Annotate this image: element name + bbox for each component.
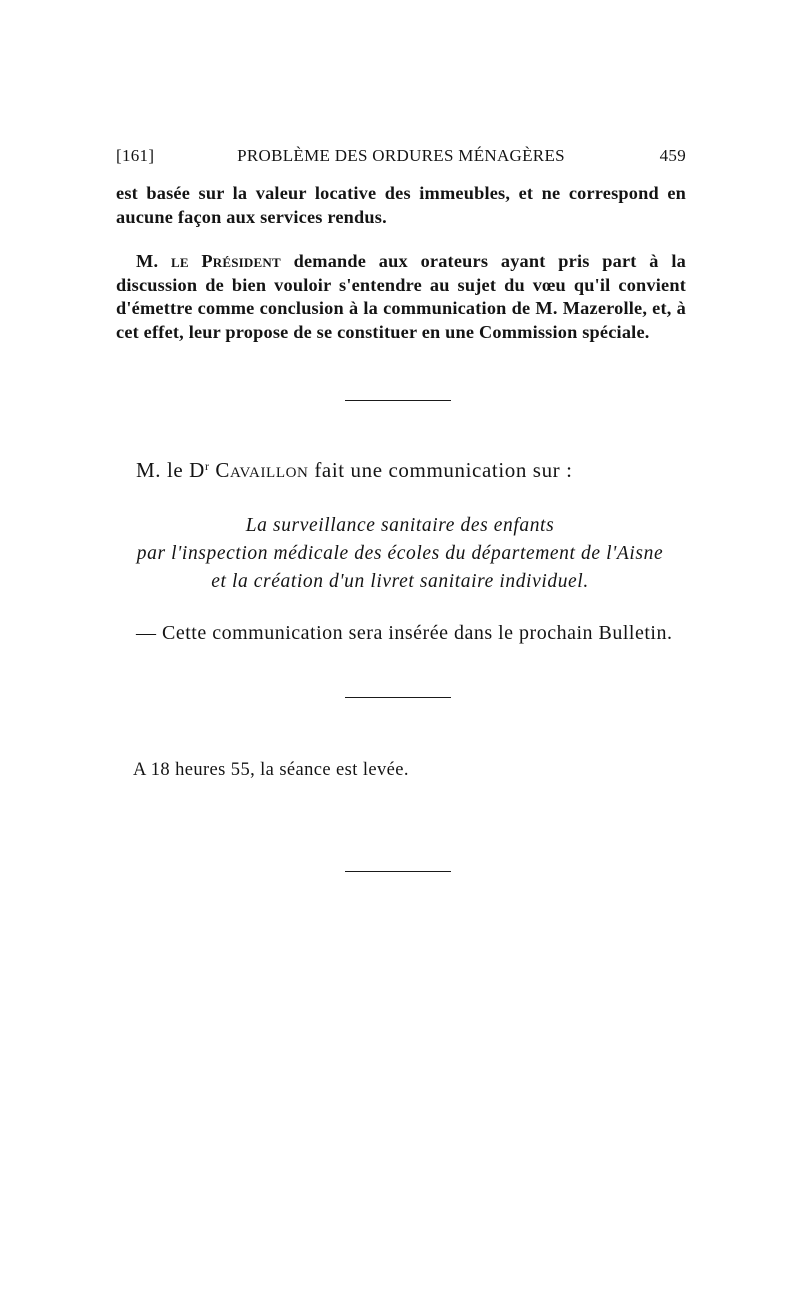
title-line: et la création d'un livret sanitaire individuel. xyxy=(211,571,589,592)
communication-sup: r xyxy=(204,459,210,473)
communication-author: Cavaillon xyxy=(215,458,309,482)
president-text: demande aux orateurs ayant pris part à la discussion de bien vouloir s'entendre au sujet du vœu qu'il convient d'émettre comme conclusion à la communication de M. Mazerolle, et, à cet effet, leur propose de se constituer en une Commission spéciale. xyxy=(116,251,686,342)
title-line: La surveillance sanitaire des enfants xyxy=(245,515,555,536)
paragraph-continuation: est basée sur la valeur locative des immeubles, et ne correspond en aucune façon aux services rendus. xyxy=(116,183,686,227)
paragraph-president xyxy=(116,250,686,344)
title-line: par l'inspection médicale des écoles du département de l'Aisne xyxy=(136,543,664,564)
page-number: 459 xyxy=(659,146,686,165)
communication-title xyxy=(100,512,700,596)
section-divider xyxy=(345,871,451,872)
running-header xyxy=(116,146,686,170)
section-divider xyxy=(345,697,451,698)
communication-heading xyxy=(136,458,573,483)
page-ref: [161] xyxy=(116,146,155,165)
president-title: le Président xyxy=(170,251,281,271)
paragraph-bulletin: — Cette communication sera insérée dans le prochain Bulletin. xyxy=(136,622,673,644)
president-prefix: M. xyxy=(136,251,159,271)
running-title: PROBLÈME DES ORDURES MÉNAGÈRES xyxy=(237,146,565,165)
closing-line: A 18 heures 55, la séance est levée. xyxy=(133,760,409,780)
communication-suffix: fait une communication sur : xyxy=(314,458,573,482)
section-divider xyxy=(345,400,451,401)
communication-prefix: M. le D xyxy=(136,458,205,482)
